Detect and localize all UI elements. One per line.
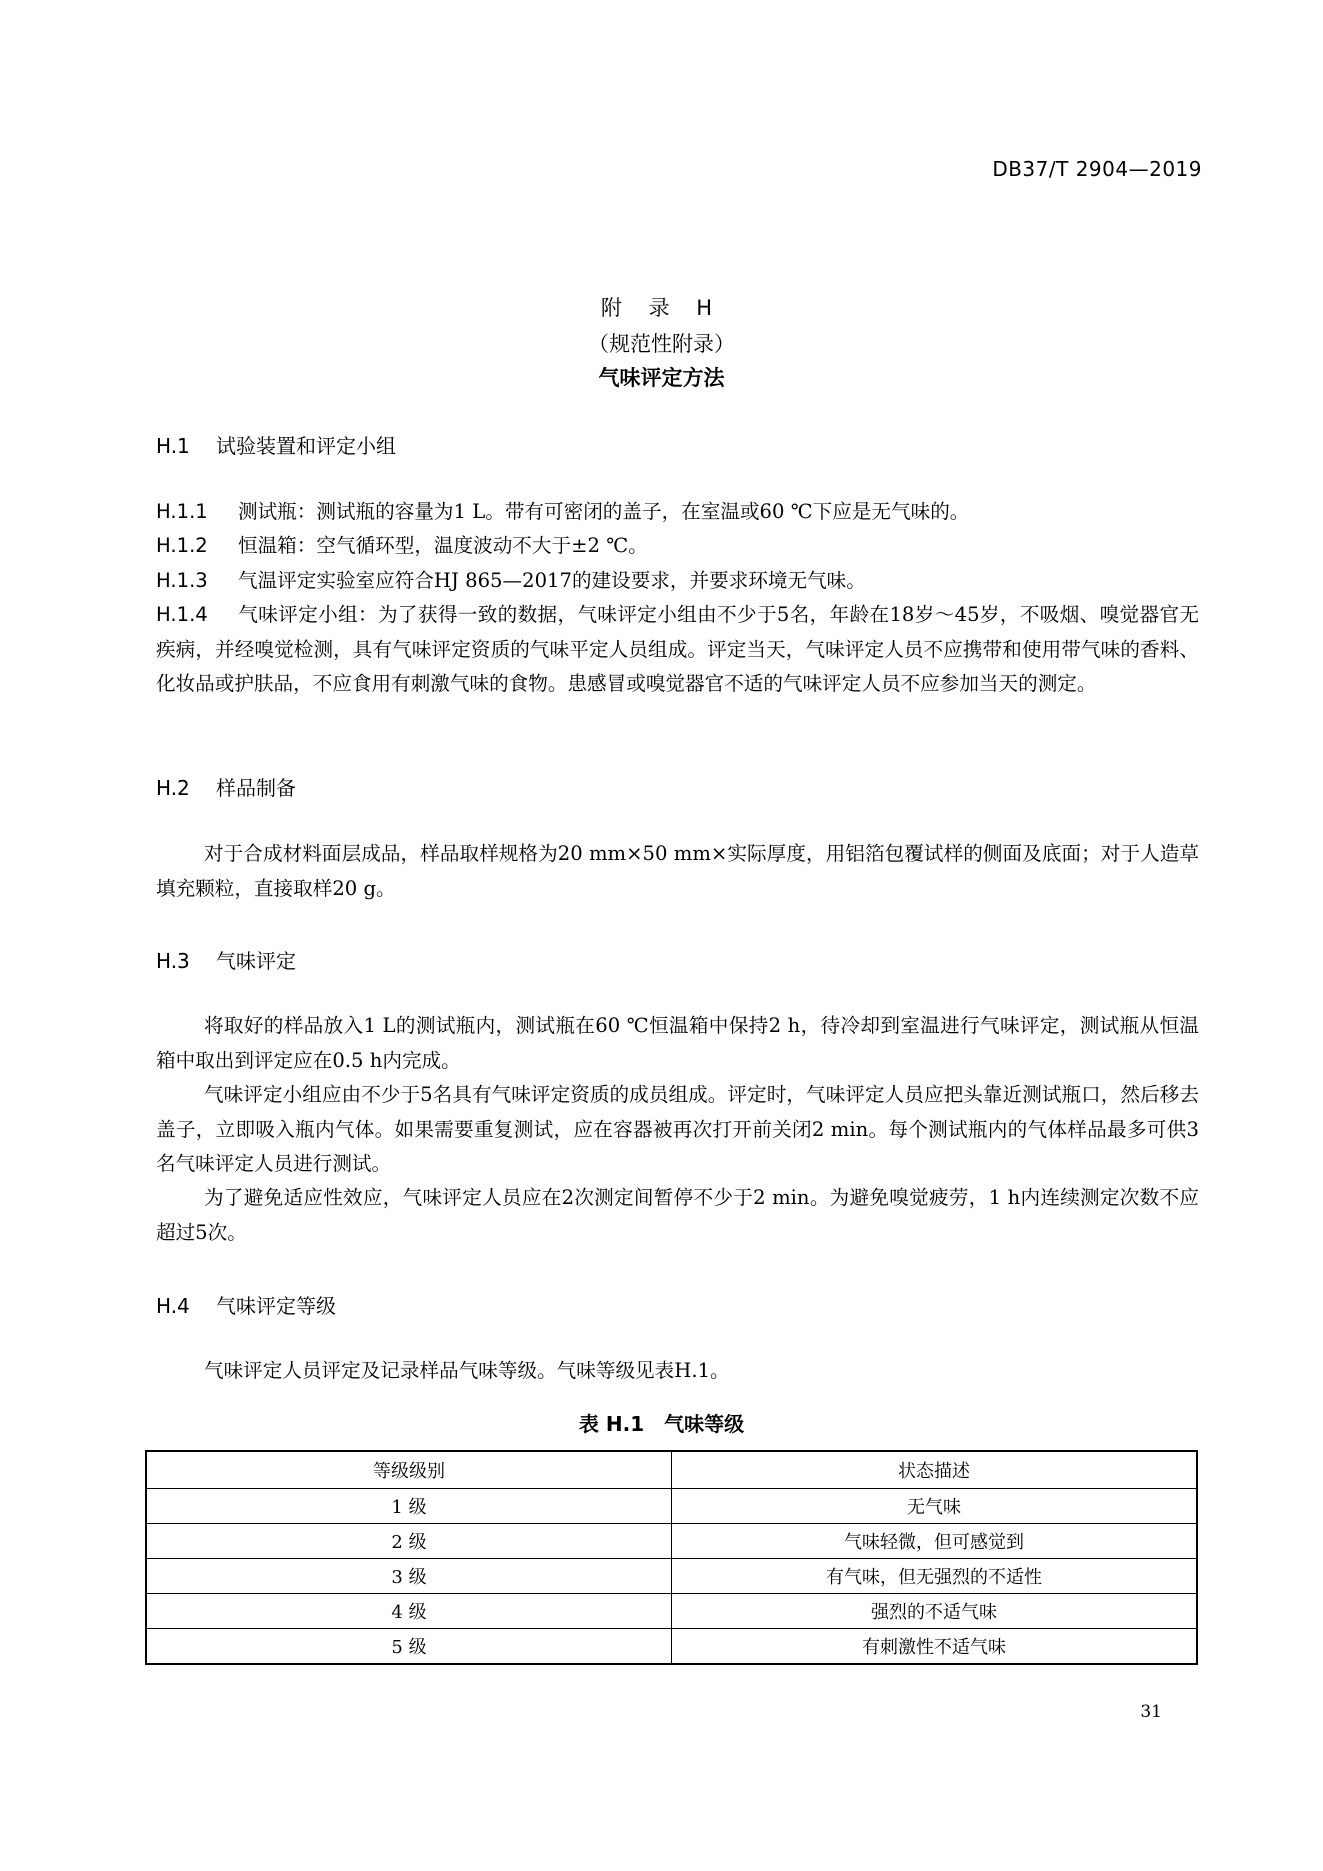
description-cell: 气味轻微，但可感觉到 — [672, 1524, 1198, 1559]
section-title: 样品制备 — [216, 776, 296, 800]
standard-code: DB37/T 2904—2019 — [992, 157, 1202, 181]
clause-h1-2 — [156, 529, 1199, 564]
section-number: H.1 — [156, 434, 190, 458]
clause-text: 恒温箱：空气循环型，温度波动不大于±2 ℃。 — [238, 534, 648, 557]
grade-cell: 2 级 — [146, 1524, 672, 1559]
paragraph-h4-1: 气味评定人员评定及记录样品气味等级。气味等级见表H.1。 — [204, 1359, 730, 1382]
section-title: 试验装置和评定小组 — [216, 434, 396, 458]
clause-text: 气温评定实验室应符合HJ 865—2017的建设要求，并要求环境无气味。 — [238, 569, 866, 592]
table-caption: 表 H.1 气味等级 — [578, 1412, 745, 1436]
section-number: H.3 — [156, 949, 190, 973]
section-heading-h2 — [156, 772, 296, 801]
section-heading-h1 — [156, 430, 396, 459]
appendix-type: （规范性附录） — [588, 332, 735, 356]
table-row — [146, 1489, 1197, 1524]
table-row — [146, 1524, 1197, 1559]
table-row — [146, 1559, 1197, 1594]
description-cell: 有气味，但无强烈的不适性 — [672, 1559, 1198, 1594]
clause-number: H.1.4 — [156, 603, 208, 626]
grade-cell: 1 级 — [146, 1489, 672, 1524]
table-header-row — [146, 1451, 1197, 1489]
column-header-grade: 等级级别 — [146, 1451, 672, 1489]
clause-number: H.1.1 — [156, 500, 208, 523]
section-heading-h4 — [156, 1290, 336, 1319]
section-number: H.4 — [156, 1294, 190, 1318]
paragraph-h2-1: 对于合成材料面层成品，样品取样规格为20 mm×50 mm×实际厚度，用铝箔包覆试样的侧面及底面；对于人造草填充颗粒，直接取样20 g。 — [156, 842, 1199, 900]
clause-text: 气味评定小组：为了获得一致的数据，气味评定小组由不少于5名，年龄在18岁～45岁，不吸烟、嗅觉器官无疾病，并经嗅觉检测，具有气味评定资质的气味平定人员组成。评定当天，气味评定人员不应携带和使用带气味的香料、化妆品或护肤品，不应食用有刺激气味的食物。患感冒或嗅觉器官不适的气味评定人员不应参加当天的测定。 — [156, 603, 1199, 695]
paragraph-h3-1: 将取好的样品放入1 L的测试瓶内，测试瓶在60 ℃恒温箱中保持2 h，待冷却到室温进行气味评定，测试瓶从恒温箱中取出到评定应在0.5 h内完成。 — [156, 1014, 1199, 1072]
description-cell: 有刺激性不适气味 — [672, 1629, 1198, 1665]
column-header-description: 状态描述 — [672, 1451, 1198, 1489]
page-number: 31 — [1140, 1702, 1162, 1722]
appendix-label: 附 录 H — [600, 296, 723, 320]
clause-h1-1 — [156, 495, 1199, 530]
grade-cell: 3 级 — [146, 1559, 672, 1594]
odor-grade-table — [145, 1450, 1198, 1665]
table-row — [146, 1594, 1197, 1629]
description-cell: 强烈的不适气味 — [672, 1594, 1198, 1629]
section-title: 气味评定等级 — [216, 1294, 336, 1318]
grade-cell: 4 级 — [146, 1594, 672, 1629]
clause-h1-3 — [156, 564, 1199, 599]
grade-cell: 5 级 — [146, 1629, 672, 1665]
section-heading-h3 — [156, 945, 296, 974]
section-title: 气味评定 — [216, 949, 296, 973]
appendix-title: 气味评定方法 — [598, 366, 725, 390]
clause-h1-4 — [156, 598, 1199, 702]
clause-text: 测试瓶：测试瓶的容量为1 L。带有可密闭的盖子，在室温或60 ℃下应是无气味的。 — [238, 500, 970, 523]
section-number: H.2 — [156, 776, 190, 800]
paragraph-h3-3: 为了避免适应性效应，气味评定人员应在2次测定间暂停不少于2 min。为避免嗅觉疲劳，1 h内连续测定次数不应超过5次。 — [156, 1186, 1199, 1244]
clause-number: H.1.3 — [156, 569, 208, 592]
paragraph-h3-2: 气味评定小组应由不少于5名具有气味评定资质的成员组成。评定时，气味评定人员应把头靠近测试瓶口，然后移去盖子，立即吸入瓶内气体。如果需要重复测试，应在容器被再次打开前关闭2 min。每个测试瓶内的气体样品最多可供3名气味评定人员进行测试。 — [156, 1083, 1199, 1175]
description-cell: 无气味 — [672, 1489, 1198, 1524]
table-row — [146, 1629, 1197, 1665]
clause-number: H.1.2 — [156, 534, 208, 557]
